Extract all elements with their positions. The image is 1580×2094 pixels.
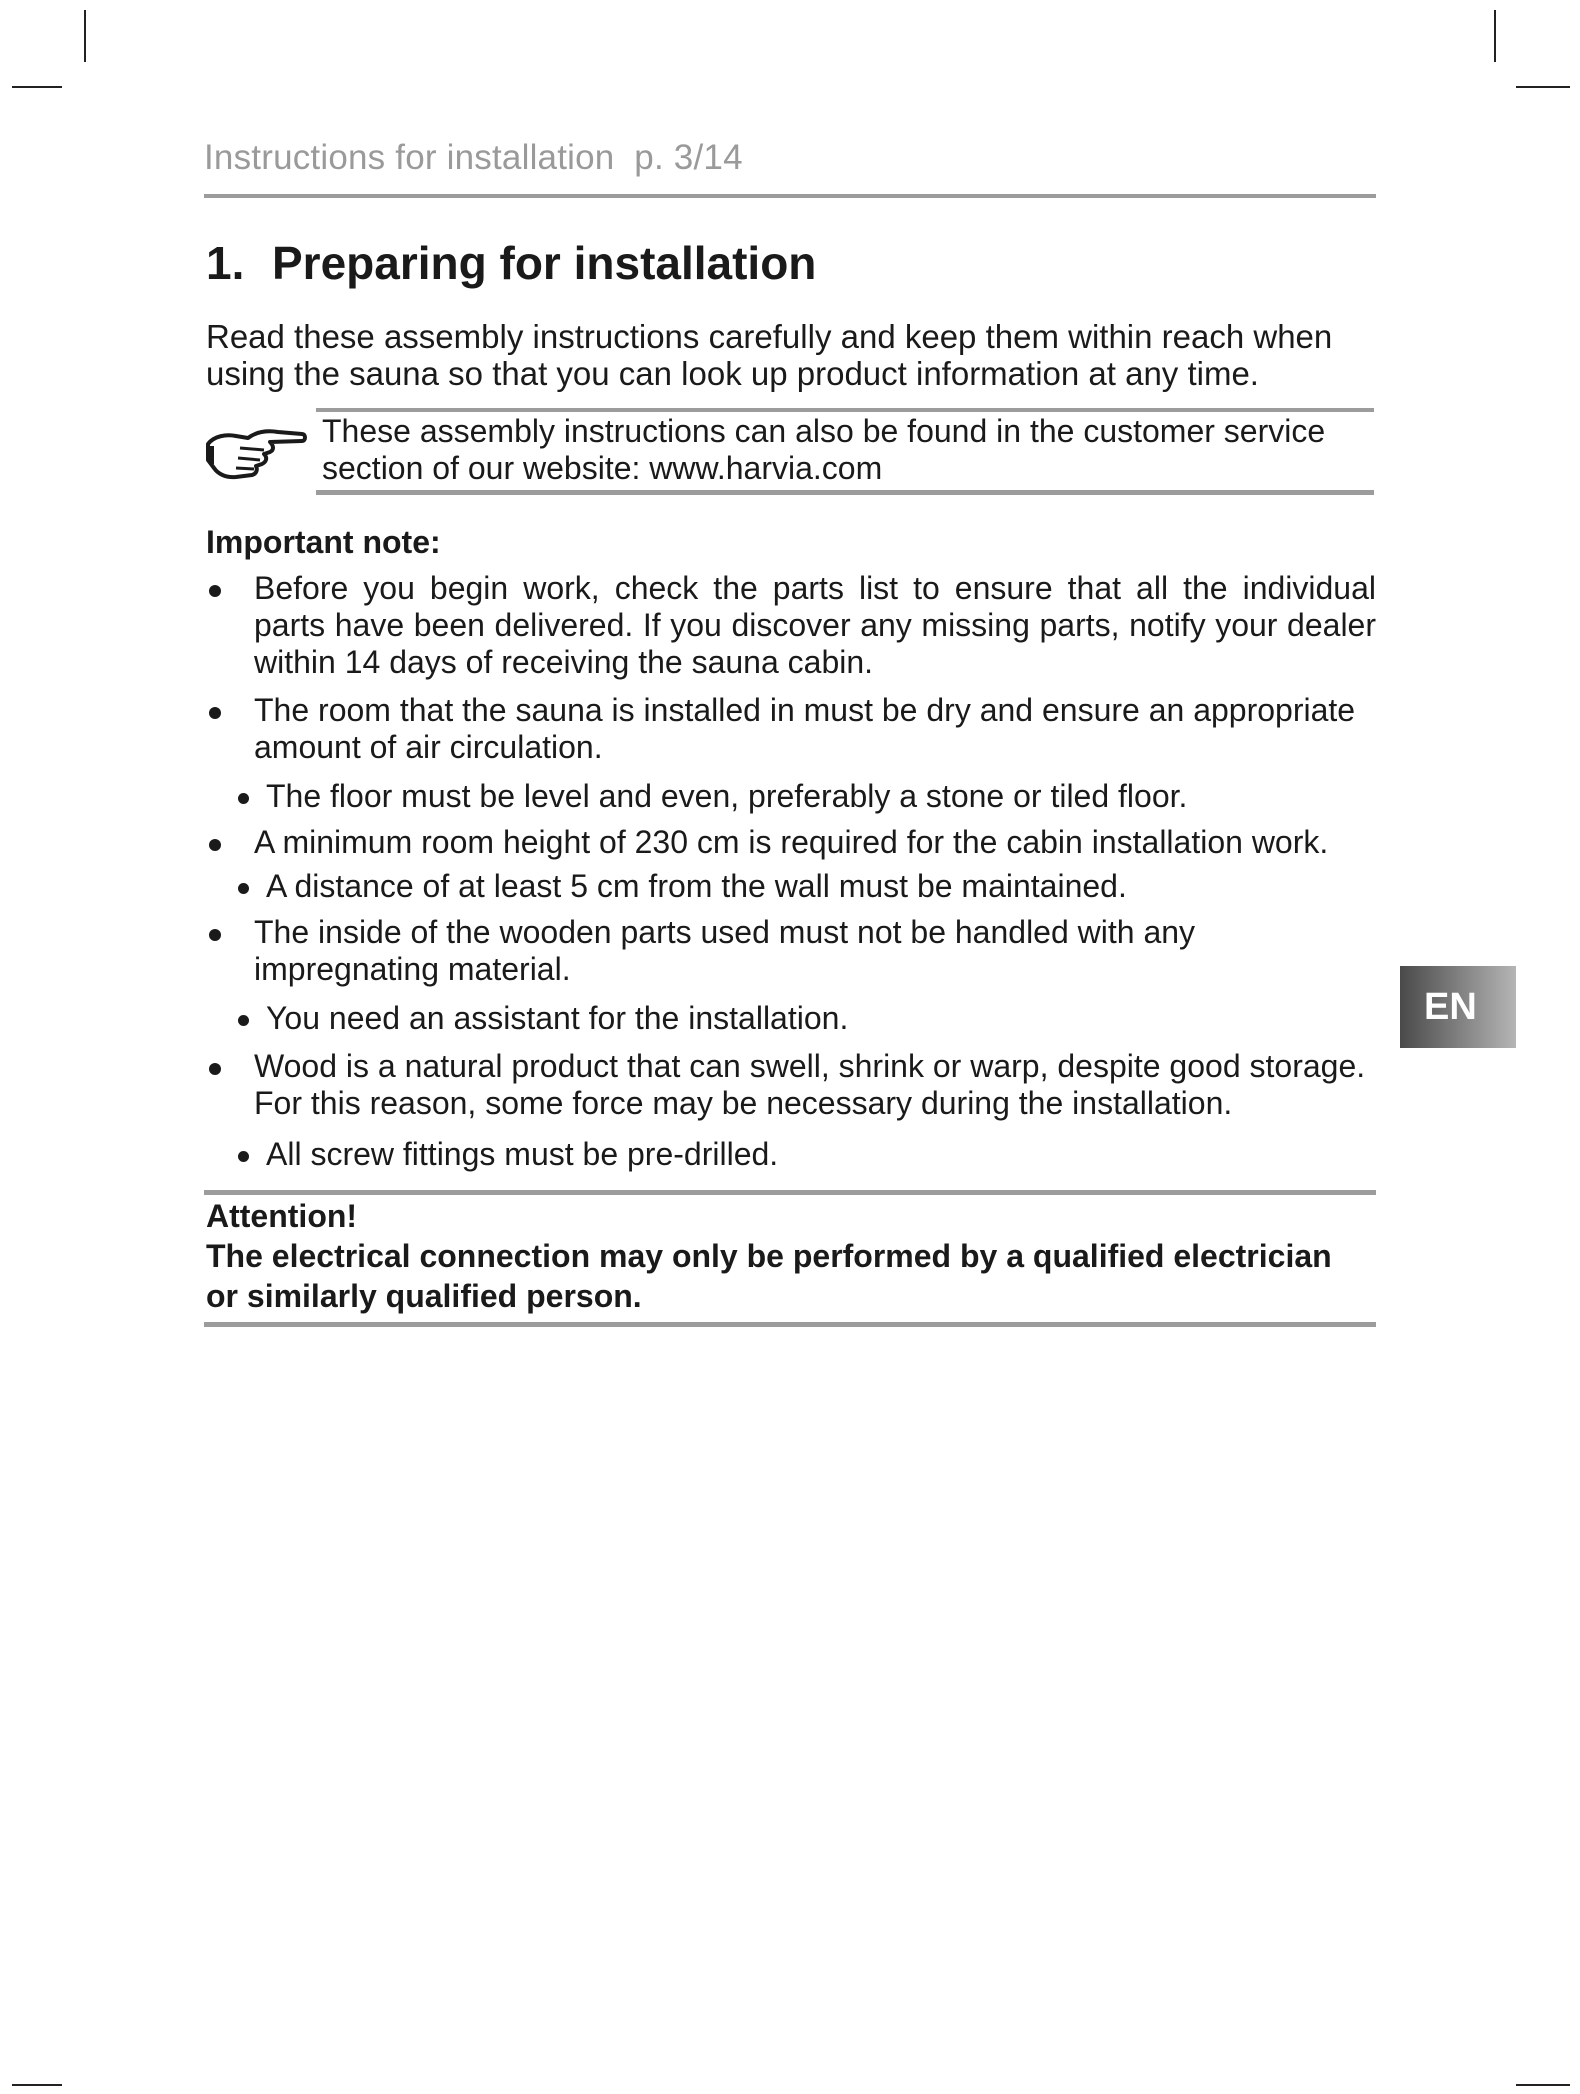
crop-mark bbox=[1494, 10, 1496, 62]
bullet-icon bbox=[209, 1063, 221, 1075]
list-item bbox=[206, 1048, 1376, 1122]
attention-rule-bottom bbox=[204, 1322, 1376, 1327]
list-item-text: Wood is a natural product that can swell, shrink or warp, despite good storage. For this reason, some force may be necessary during the installation. bbox=[254, 1048, 1366, 1121]
tip-text bbox=[322, 413, 1382, 487]
section-title bbox=[206, 236, 816, 290]
list-item bbox=[206, 914, 1376, 988]
attention-text bbox=[206, 1236, 1396, 1316]
page-header bbox=[204, 138, 1376, 178]
crop-mark bbox=[1516, 2084, 1570, 2086]
list-item-text: The floor must be level and even, preferably a stone or tiled floor. bbox=[266, 778, 1188, 814]
attention-line-1: The electrical connection may only be performed by a qualified electrician bbox=[206, 1238, 1332, 1274]
list-item-text: A distance of at least 5 cm from the wall must be maintained. bbox=[266, 868, 1127, 904]
important-note-title: Important note: bbox=[206, 524, 441, 560]
bullet-icon bbox=[238, 793, 249, 804]
tip-rule-top bbox=[316, 408, 1374, 412]
list-item-text: The inside of the wooden parts used must not be handled with any impregnating material. bbox=[254, 914, 1196, 987]
list-item-text: The room that the sauna is installed in must be dry and ensure an appropriate amount of air circulation. bbox=[254, 692, 1356, 765]
list-item-text: All screw fittings must be pre-drilled. bbox=[266, 1136, 779, 1172]
list-item bbox=[236, 1136, 1376, 1173]
intro-line-2: using the sauna so that you can look up product information at any time. bbox=[206, 355, 1259, 392]
crop-mark bbox=[12, 86, 62, 88]
attention-title: Attention! bbox=[206, 1198, 358, 1234]
bullet-icon bbox=[209, 929, 221, 941]
bullet-icon bbox=[238, 1151, 249, 1162]
list-item bbox=[206, 692, 1376, 766]
intro-line-1: Read these assembly instructions carefully and keep them within reach when bbox=[206, 318, 1333, 355]
list-item-text: Before you begin work, check the parts list to ensure that all the individual parts have been delivered. If you discover any missing parts, notify your dealer within 14 days of receiving the sauna cabin. bbox=[254, 570, 1376, 680]
tip-line-2: section of our website: www.harvia.com bbox=[322, 450, 883, 486]
bullet-icon bbox=[209, 707, 221, 719]
tip-line-1: These assembly instructions can also be found in the customer service bbox=[322, 413, 1326, 449]
header-page-number: p. 3/14 bbox=[634, 138, 743, 177]
section-number: 1. bbox=[206, 237, 245, 289]
attention-line-2: or similarly qualified person. bbox=[206, 1278, 642, 1314]
bullet-icon bbox=[209, 585, 221, 597]
language-tab-label: EN bbox=[1424, 985, 1477, 1028]
section-title-text: Preparing for installation bbox=[272, 237, 817, 289]
intro-paragraph bbox=[206, 318, 1386, 392]
list-item bbox=[236, 868, 1376, 905]
crop-mark bbox=[12, 2084, 62, 2086]
bullet-icon bbox=[238, 1015, 249, 1026]
attention-rule-top bbox=[204, 1190, 1376, 1195]
bullet-icon bbox=[209, 839, 221, 851]
pointing-hand-icon bbox=[204, 424, 308, 484]
crop-mark bbox=[84, 10, 86, 62]
list-item bbox=[206, 570, 1376, 681]
language-tab bbox=[1400, 966, 1516, 1048]
header-rule bbox=[204, 194, 1376, 198]
list-item bbox=[236, 778, 1376, 815]
list-item bbox=[236, 1000, 1376, 1037]
list-item-text: A minimum room height of 230 cm is required for the cabin installation work. bbox=[254, 824, 1329, 860]
list-item-text: You need an assistant for the installation. bbox=[266, 1000, 849, 1036]
header-title: Instructions for installation bbox=[204, 138, 615, 177]
bullet-icon bbox=[238, 883, 249, 894]
list-item bbox=[206, 824, 1376, 861]
crop-mark bbox=[1516, 86, 1570, 88]
tip-rule-bottom bbox=[316, 490, 1374, 495]
